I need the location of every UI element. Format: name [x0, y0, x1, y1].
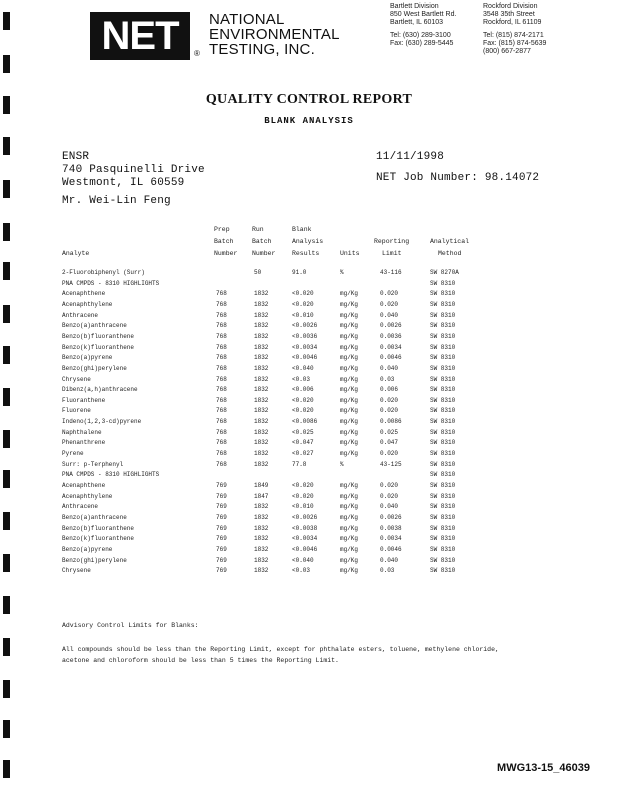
cell-reporting-limit: 0.03	[380, 567, 395, 575]
cell-blank-result: <0.010	[292, 311, 314, 319]
report-title: QUALITY CONTROL REPORT	[205, 92, 413, 107]
cell-analyte: Surr: p-Terphenyl	[62, 460, 124, 468]
cell-units: mg/Kg	[340, 450, 359, 458]
cell-run-batch: 1832	[254, 545, 269, 553]
cell-blank-result: <0.0026	[292, 513, 318, 521]
column-header-prep-batch: Prep Batch Number	[214, 226, 238, 257]
cell-analyte: Benzo(k)fluoranthene	[62, 343, 135, 351]
cell-prep-batch: 768	[216, 375, 227, 383]
cell-prep-batch: 769	[216, 556, 227, 564]
cell-units: mg/Kg	[340, 343, 359, 351]
cell-analyte: Anthracene	[62, 503, 99, 511]
cell-units: mg/Kg	[340, 354, 359, 362]
cell-reporting-limit: 0.020	[380, 300, 399, 308]
cell-analytical-method: SW 8310	[430, 300, 456, 308]
cell-prep-batch: 768	[216, 322, 227, 330]
cell-prep-batch: 769	[216, 567, 227, 575]
company-name-line: TESTING, INC.	[209, 41, 315, 58]
column-header-units: Units	[340, 250, 360, 257]
job-number: NET Job Number: 98.14072	[376, 172, 540, 184]
punch-mark	[3, 137, 10, 155]
table-row	[0, 428, 618, 438]
cell-analyte: Benzo(a)pyrene	[62, 354, 113, 362]
cell-blank-result: <0.020	[292, 290, 314, 298]
cell-run-batch: 1832	[254, 354, 269, 362]
cell-units: mg/Kg	[340, 492, 359, 500]
cell-analyte: Fluorene	[62, 407, 91, 415]
table-row	[0, 396, 618, 406]
cell-prep-batch: 768	[216, 290, 227, 298]
cell-prep-batch: 769	[216, 503, 227, 511]
cell-analytical-method: SW 8310	[430, 535, 456, 543]
table-row	[0, 460, 618, 470]
cell-units: mg/Kg	[340, 407, 359, 415]
cell-analytical-method: SW 8310	[430, 556, 456, 564]
cell-units: mg/Kg	[340, 386, 359, 394]
table-row	[0, 470, 618, 480]
cell-blank-result: <0.047	[292, 439, 314, 447]
cell-blank-result: <0.0034	[292, 535, 318, 543]
table-row	[0, 492, 618, 502]
cell-run-batch: 1832	[254, 407, 269, 415]
cell-reporting-limit: 0.0034	[380, 343, 402, 351]
cell-units: mg/Kg	[340, 322, 359, 330]
table-row	[0, 289, 618, 299]
cell-reporting-limit: 0.020	[380, 396, 399, 404]
cell-units: mg/Kg	[340, 556, 359, 564]
cell-reporting-limit: 0.0034	[380, 535, 402, 543]
cell-prep-batch: 769	[216, 535, 227, 543]
cell-run-batch: 1832	[254, 450, 269, 458]
cell-run-batch: 1832	[254, 439, 269, 447]
notes-title: Advisory Control Limits for Blanks:	[62, 622, 199, 629]
table-row	[0, 364, 618, 374]
cell-reporting-limit: 0.0038	[380, 524, 402, 532]
cell-analytical-method: SW 8310	[430, 460, 456, 468]
cell-run-batch: 1832	[254, 311, 269, 319]
cell-prep-batch: 768	[216, 460, 227, 468]
cell-reporting-limit: 0.040	[380, 311, 399, 319]
cell-units: mg/Kg	[340, 428, 359, 436]
cell-blank-result: <0.020	[292, 300, 314, 308]
cell-blank-result: <0.025	[292, 428, 314, 436]
column-header-analytical-method: Analytical Method	[430, 238, 470, 257]
cell-analyte: Acenaphthene	[62, 290, 106, 298]
cell-blank-result: <0.0086	[292, 418, 318, 426]
cell-analyte: Benzo(k)fluoranthene	[62, 535, 135, 543]
table-row	[0, 449, 618, 459]
cell-analytical-method: SW 8310	[430, 343, 456, 351]
table-row	[0, 502, 618, 512]
table-row	[0, 300, 618, 310]
cell-blank-result: <0.040	[292, 364, 314, 372]
cell-analytical-method: SW 8310	[430, 450, 456, 458]
cell-run-batch: 1832	[254, 535, 269, 543]
cell-analyte: Benzo(a)anthracene	[62, 322, 127, 330]
cell-blank-result: <0.03	[292, 567, 311, 575]
cell-prep-batch: 768	[216, 386, 227, 394]
cell-units: mg/Kg	[340, 503, 359, 511]
cell-run-batch: 1832	[254, 513, 269, 521]
table-row	[0, 556, 618, 566]
cell-blank-result: <0.020	[292, 407, 314, 415]
table-row	[0, 353, 618, 363]
table-row	[0, 566, 618, 576]
cell-prep-batch: 768	[216, 311, 227, 319]
table-row	[0, 417, 618, 427]
cell-analyte: PNA CMPDS - 8310 HIGHLIGHTS	[62, 279, 160, 287]
registered-mark: ®	[194, 49, 200, 58]
cell-reporting-limit: 0.0026	[380, 322, 402, 330]
cell-run-batch: 1832	[254, 375, 269, 383]
bartlett-address: Bartlett Division 850 West Bartlett Rd. Bartlett, IL 60103 Tel: (630) 289-3100 Fax: (630) 289-5445	[390, 3, 457, 47]
cell-units: mg/Kg	[340, 311, 359, 319]
cell-analyte: Dibenz(a,h)anthracene	[62, 386, 138, 394]
cell-units: mg/Kg	[340, 300, 359, 308]
cell-prep-batch: 769	[216, 482, 227, 489]
cell-analytical-method: SW 8310	[430, 364, 456, 372]
cell-prep-batch: 768	[216, 396, 227, 404]
cell-reporting-limit: 0.020	[380, 407, 399, 415]
cell-analyte: Benzo(a)anthracene	[62, 513, 127, 521]
cell-analytical-method: SW 8310	[430, 375, 456, 383]
cell-prep-batch: 768	[216, 439, 227, 447]
cell-reporting-limit: 0.047	[380, 439, 399, 447]
cell-run-batch: 1832	[254, 460, 269, 468]
cell-prep-batch: 768	[216, 418, 227, 426]
cell-analytical-method: SW 8270A	[430, 269, 459, 276]
cell-analytical-method: SW 8310	[430, 439, 456, 447]
cell-analytical-method: SW 8310	[430, 396, 456, 404]
cell-analytical-method: SW 8310	[430, 482, 456, 489]
punch-mark	[3, 223, 10, 241]
cell-reporting-limit: 0.0086	[380, 418, 402, 426]
cell-run-batch: 1849	[254, 482, 269, 489]
company-logo: NET	[90, 12, 190, 60]
cell-prep-batch: 768	[216, 300, 227, 308]
cell-reporting-limit: 0.040	[380, 364, 399, 372]
cell-prep-batch: 769	[216, 492, 227, 500]
punch-mark	[3, 638, 10, 656]
cell-reporting-limit: 0.040	[380, 503, 399, 511]
company-name-line: NATIONAL	[209, 11, 285, 28]
cell-units: %	[340, 460, 344, 468]
column-header-analyte: Analyte	[62, 250, 90, 257]
notes-line: acetone and chloroform should be less than 5 times the Reporting Limit.	[62, 657, 339, 664]
cell-run-batch: 1832	[254, 332, 269, 340]
cell-reporting-limit: 0.0026	[380, 513, 402, 521]
cell-units: mg/Kg	[340, 364, 359, 372]
cell-analyte: Benzo(ghi)perylene	[62, 556, 127, 564]
cell-run-batch: 1832	[254, 524, 269, 532]
cell-analytical-method: SW 8310	[430, 503, 456, 511]
punch-mark	[3, 680, 10, 698]
cell-units: mg/Kg	[340, 290, 359, 298]
table-row	[0, 513, 618, 523]
report-subtitle: BLANK ANALYSIS	[264, 116, 354, 126]
cell-units: mg/Kg	[340, 332, 359, 340]
cell-analyte: Chrysene	[62, 567, 91, 575]
cell-prep-batch: 768	[216, 354, 227, 362]
cell-reporting-limit: 0.0036	[380, 332, 402, 340]
cell-analytical-method: SW 8310	[430, 513, 456, 521]
cell-units: mg/Kg	[340, 439, 359, 447]
punch-mark	[3, 596, 10, 614]
cell-prep-batch: 768	[216, 364, 227, 372]
cell-analyte: Benzo(ghi)perylene	[62, 364, 127, 372]
table-row	[0, 481, 618, 491]
cell-analytical-method: SW 8310	[430, 407, 456, 415]
cell-units: mg/Kg	[340, 375, 359, 383]
table-row	[0, 332, 618, 342]
cell-blank-result: <0.0038	[292, 524, 318, 532]
cell-run-batch: 1832	[254, 386, 269, 394]
table-row	[0, 406, 618, 416]
cell-reporting-limit: 0.020	[380, 450, 399, 458]
cell-analyte: 2-Fluorobiphenyl (Surr)	[62, 269, 145, 276]
table-row	[0, 534, 618, 544]
cell-units: mg/Kg	[340, 567, 359, 575]
cell-analytical-method: SW 8310	[430, 332, 456, 340]
punch-mark	[3, 180, 10, 198]
table-row	[0, 385, 618, 395]
cell-run-batch: 1832	[254, 556, 269, 564]
table-row	[0, 524, 618, 534]
column-header-blank-results: Blank Analysis Results	[292, 226, 324, 257]
cell-analyte: Chrysene	[62, 375, 91, 383]
cell-analytical-method: SW 8310	[430, 386, 456, 394]
company-name-line: ENVIRONMENTAL	[209, 26, 340, 43]
cell-analyte: Pyrene	[62, 450, 84, 458]
cell-prep-batch: 769	[216, 513, 227, 521]
cell-analyte: Anthracene	[62, 311, 99, 319]
client-contact: Mr. Wei-Lin Feng	[62, 195, 171, 207]
cell-run-batch: 1832	[254, 322, 269, 330]
column-header-run-batch: Run Batch Number	[252, 226, 276, 257]
column-header-reporting-limit: Reporting Limit	[374, 238, 410, 257]
cell-reporting-limit: 43-116	[380, 269, 402, 276]
cell-reporting-limit: 0.020	[380, 290, 399, 298]
cell-analytical-method: SW 8310	[430, 428, 456, 436]
cell-prep-batch: 768	[216, 428, 227, 436]
cell-analyte: Acenaphthylene	[62, 300, 113, 308]
cell-analytical-method: SW 8310	[430, 545, 456, 553]
table-row	[0, 279, 618, 289]
cell-analyte: Phenanthrene	[62, 439, 106, 447]
table-row	[0, 321, 618, 331]
table-row	[0, 311, 618, 321]
cell-blank-result: <0.006	[292, 386, 314, 394]
cell-prep-batch: 769	[216, 524, 227, 532]
cell-reporting-limit: 0.020	[380, 482, 399, 489]
cell-analyte: PNA CMPDS - 8310 HIGHLIGHTS	[62, 471, 160, 479]
cell-run-batch: 1832	[254, 364, 269, 372]
cell-analytical-method: SW 8310	[430, 492, 456, 500]
cell-run-batch: 1832	[254, 396, 269, 404]
cell-run-batch: 1832	[254, 343, 269, 351]
cell-blank-result: <0.0046	[292, 545, 318, 553]
cell-reporting-limit: 0.025	[380, 428, 399, 436]
cell-units: mg/Kg	[340, 418, 359, 426]
cell-prep-batch: 768	[216, 450, 227, 458]
cell-blank-result: <0.0036	[292, 332, 318, 340]
cell-run-batch: 50	[254, 269, 262, 276]
cell-analytical-method: SW 8310	[430, 290, 456, 298]
cell-units: %	[340, 269, 344, 276]
punch-mark	[3, 55, 10, 73]
cell-blank-result: <0.0026	[292, 322, 318, 330]
rockford-address: Rockford Division 3548 35th Street Rockford, IL 61109 Tel: (815) 874-2171 Fax: (815) 874-5639 (800) 667-2877	[483, 3, 547, 56]
cell-units: mg/Kg	[340, 535, 359, 543]
cell-analyte: Acenaphthylene	[62, 492, 113, 500]
table-row	[0, 438, 618, 448]
cell-analyte: Benzo(b)fluoranthene	[62, 524, 135, 532]
cell-analytical-method: SW 8310	[430, 322, 456, 330]
cell-units: mg/Kg	[340, 513, 359, 521]
cell-blank-result: <0.0046	[292, 354, 318, 362]
cell-reporting-limit: 0.0046	[380, 354, 402, 362]
cell-reporting-limit: 0.0046	[380, 545, 402, 553]
cell-run-batch: 1832	[254, 567, 269, 575]
cell-analyte: Naphthalene	[62, 428, 102, 436]
cell-prep-batch: 768	[216, 332, 227, 340]
punch-mark	[3, 760, 10, 778]
cell-reporting-limit: 0.006	[380, 386, 399, 394]
cell-run-batch: 1847	[254, 492, 269, 500]
cell-analytical-method: SW 8310	[430, 311, 456, 319]
cell-units: mg/Kg	[340, 545, 359, 553]
cell-analytical-method: SW 8310	[430, 471, 456, 479]
cell-blank-result: 77.8	[292, 460, 307, 468]
cell-prep-batch: 768	[216, 343, 227, 351]
cell-run-batch: 1832	[254, 503, 269, 511]
punch-mark	[3, 12, 10, 30]
table-row	[0, 343, 618, 353]
cell-blank-result: <0.020	[292, 482, 314, 489]
report-date: 11/11/1998	[376, 151, 445, 163]
cell-analyte: Benzo(a)pyrene	[62, 545, 113, 553]
client-address: ENSR 740 Pasquinelli Drive Westmont, IL 60559	[62, 151, 205, 189]
cell-run-batch: 1832	[254, 418, 269, 426]
cell-analytical-method: SW 8310	[430, 279, 456, 287]
cell-run-batch: 1832	[254, 300, 269, 308]
cell-analyte: Fluoranthene	[62, 396, 106, 404]
table-row	[0, 375, 618, 385]
cell-analyte: Indeno(1,2,3-cd)pyrene	[62, 418, 142, 426]
cell-reporting-limit: 0.020	[380, 492, 399, 500]
cell-units: mg/Kg	[340, 524, 359, 532]
cell-prep-batch: 769	[216, 545, 227, 553]
cell-run-batch: 1832	[254, 290, 269, 298]
cell-blank-result: <0.040	[292, 556, 314, 564]
cell-reporting-limit: 43-125	[380, 460, 402, 468]
cell-units: mg/Kg	[340, 482, 359, 489]
cell-analytical-method: SW 8310	[430, 354, 456, 362]
notes-line: All compounds should be less than the Reporting Limit, except for phthalate esters, toluene, methylene chloride,	[62, 646, 499, 653]
table-row	[0, 545, 618, 555]
cell-analytical-method: SW 8310	[430, 524, 456, 532]
table-row	[0, 268, 618, 278]
cell-blank-result: <0.010	[292, 503, 314, 511]
cell-run-batch: 1832	[254, 428, 269, 436]
cell-analytical-method: SW 8310	[430, 567, 456, 575]
cell-reporting-limit: 0.03	[380, 375, 395, 383]
cell-prep-batch: 768	[216, 407, 227, 415]
punch-mark	[3, 720, 10, 738]
cell-units: mg/Kg	[340, 396, 359, 404]
cell-blank-result: <0.020	[292, 492, 314, 500]
document-id: MWG13-15_46039	[497, 762, 590, 774]
cell-analyte: Benzo(b)fluoranthene	[62, 332, 135, 340]
cell-blank-result: 91.0	[292, 269, 307, 276]
cell-blank-result: <0.03	[292, 375, 311, 383]
cell-blank-result: <0.027	[292, 450, 314, 458]
cell-reporting-limit: 0.040	[380, 556, 399, 564]
cell-analytical-method: SW 8310	[430, 418, 456, 426]
cell-blank-result: <0.020	[292, 396, 314, 404]
cell-analyte: Acenaphthene	[62, 482, 106, 489]
cell-blank-result: <0.0034	[292, 343, 318, 351]
